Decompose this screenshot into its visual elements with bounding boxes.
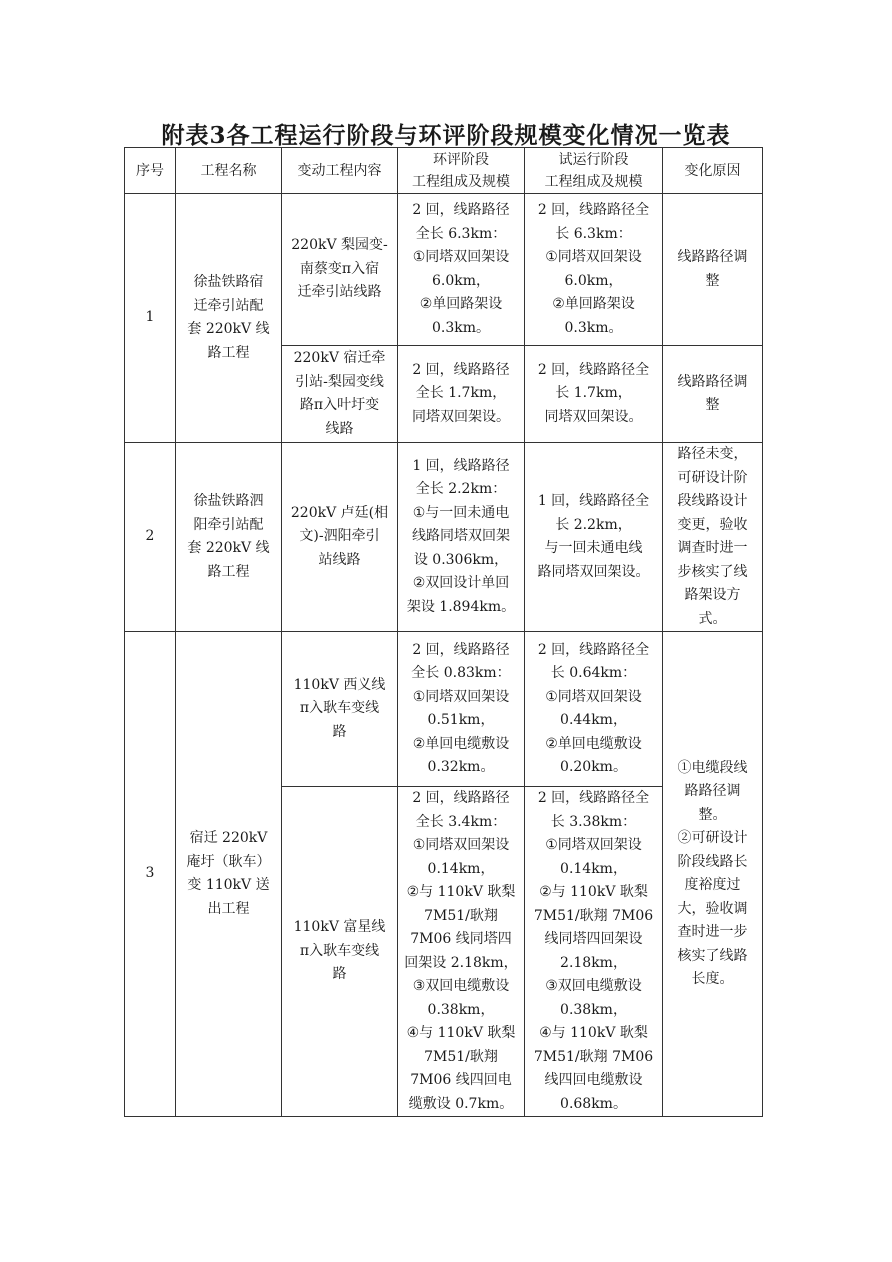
page-title: 附表3各工程运行阶段与环评阶段规模变化情况一览表 — [161, 122, 731, 149]
cell-name: 徐盐铁路宿 迁牵引站配 套 220kV 线 路工程 — [176, 194, 282, 443]
table-row — [125, 443, 763, 632]
cell-trial: 2 回，线路路径全 长 1.7km， 同塔双回架设。 — [525, 346, 663, 443]
table-row — [125, 194, 763, 346]
cell-change: 110kV 西义线 π入耿车变线 路 — [282, 632, 398, 787]
header-change: 变动工程内容 — [282, 148, 398, 194]
cell-eia: 2 回，线路路径 全长 0.83km： ①同塔双回架设 0.51km， ②单回电缆敷设 0.32km。 — [398, 632, 525, 787]
header-eia: 环评阶段 工程组成及规模 — [398, 148, 525, 194]
cell-seq: 1 — [125, 194, 176, 443]
cell-trial: 2 回，线路路径全 长 3.38km： ①同塔双回架设 0.14km， ②与 110kV 耿梨 7M51/耿翔 7M06 线同塔四回架设 2.18km， ③双回电缆敷设 0.38km， ④与 110kV 耿梨 7M51/耿翔 7M06 线四回电缆敷设 0.68km。 — [525, 787, 663, 1117]
cell-eia: 2 回，线路路径 全长 6.3km： ①同塔双回架设 6.0km， ②单回路架设 0.3km。 — [398, 194, 525, 346]
cell-change: 220kV 宿迁牵 引站-梨园变线 路π入叶圩变 线路 — [282, 346, 398, 443]
cell-seq: 3 — [125, 632, 176, 1117]
cell-reason: 线路路径调 整 — [663, 194, 763, 346]
header-trial: 试运行阶段 工程组成及规模 — [525, 148, 663, 194]
cell-change: 220kV 卢廷(相 文)-泗阳牵引 站线路 — [282, 443, 398, 632]
cell-change: 220kV 梨园变- 南蔡变π入宿 迁牵引站线路 — [282, 194, 398, 346]
cell-name: 徐盐铁路泗 阳牵引站配 套 220kV 线 路工程 — [176, 443, 282, 632]
cell-trial: 2 回，线路路径全 长 6.3km： ①同塔双回架设 6.0km， ②单回路架设 0.3km。 — [525, 194, 663, 346]
header-name: 工程名称 — [176, 148, 282, 194]
cell-change: 110kV 富星线 π入耿车变线 路 — [282, 787, 398, 1117]
cell-trial: 1 回，线路路径全 长 2.2km， 与一回未通电线 路同塔双回架设。 — [525, 443, 663, 632]
header-reason: 变化原因 — [663, 148, 763, 194]
cell-eia: 1 回，线路路径 全长 2.2km： ①与一回未通电 线路同塔双回架 设 0.306km， ②双回设计单回 架设 1.894km。 — [398, 443, 525, 632]
cell-eia: 2 回，线路路径 全长 3.4km： ①同塔双回架设 0.14km， ②与 110kV 耿梨 7M51/耿翔 7M06 线同塔四 回架设 2.18km， ③双回电缆敷设 0.38km， ④与 110kV 耿梨 7M51/耿翔 7M06 线四回电 缆敷设 0.7km。 — [398, 787, 525, 1117]
cell-trial: 2 回，线路路径全 长 0.64km： ①同塔双回架设 0.44km， ②单回电缆敷设 0.20km。 — [525, 632, 663, 787]
cell-name: 宿迁 220kV 庵圩（耿车） 变 110kV 送 出工程 — [176, 632, 282, 1117]
cell-seq: 2 — [125, 443, 176, 632]
cell-reason: 线路路径调 整 — [663, 346, 763, 443]
table-header-row — [125, 148, 763, 194]
cell-reason: 路径未变， 可研设计阶 段线路设计 变更，验收 调查时进一 步核实了线 路架设方 式。 — [663, 443, 763, 632]
header-seq: 序号 — [125, 148, 176, 194]
cell-eia: 2 回，线路路径 全长 1.7km， 同塔双回架设。 — [398, 346, 525, 443]
table-row — [125, 632, 763, 787]
scale-change-table — [124, 147, 763, 1117]
cell-reason: ①电缆段线 路路径调 整。 ②可研设计 阶段线路长 度裕度过 大，验收调 查时进一步 核实了线路 长度。 — [663, 632, 763, 1117]
